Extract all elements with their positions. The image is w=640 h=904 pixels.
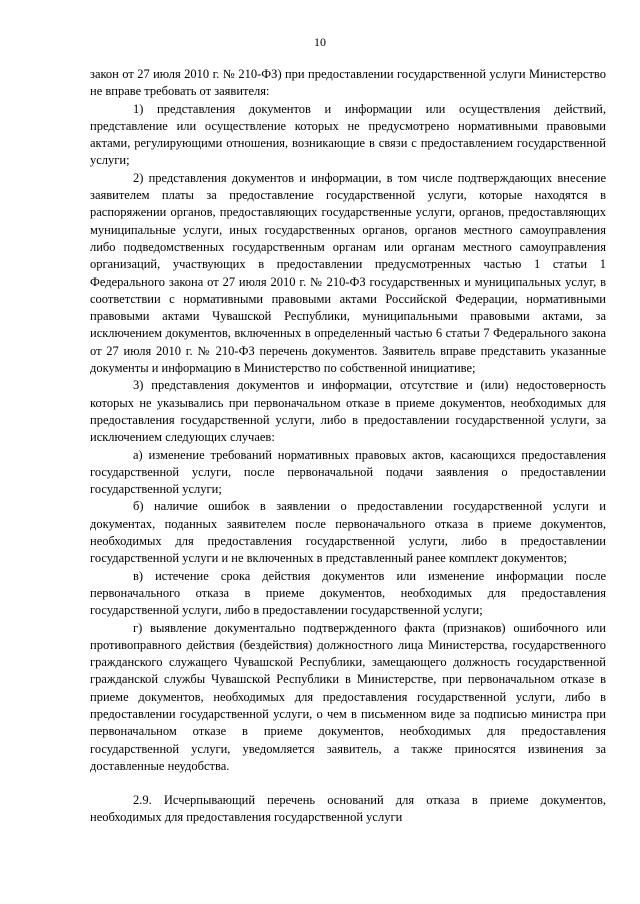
document-body (90, 66, 606, 827)
list-item-3g: г) выявление документально подтвержденного факта (признаков) ошибочного или противоправного действия (бездействия) должностного лица Министерства, государственного гражданского служащего Чувашской Республики, замещающего должность государственной гражданской службы Чувашской Республики в Министерстве, при первоначальном отказе в приеме документов, необходимых для предоставления государственной услуги, либо в предоставлении государственной услуги, о чем в письменном виде за подписью министра при первоначальном отказе в приеме документов, необходимых для предоставления государственной услуги, уведомляется заявитель, а также приносятся извинения за доставленные неудобства. (90, 620, 606, 773)
page-number: 10 (314, 35, 326, 49)
list-item-2: 2) представления документов и информации, в том числе подтверждающих внесение заявителем платы за предоставление государственной услуги, которые находятся в распоряжении органов, предоставляющих государственные услуги, органов, предоставляющих муниципальные услуги, иных государственных органов, органов местного самоуправления либо подведомственных государственным органам или органам местного самоуправления организаций, участвующих в предоставлении предусмотренных частью 1 статьи 1 Федерального закона от 27 июля 2010 г. № 210-ФЗ государственных и муниципальных услуг, в соответствии с нормативными правовыми актами Российской Федерации, нормативными правовыми актами Чувашской Республики, муниципальными правовыми актами, за исключением документов, включенных в определенный частью 6 статьи 7 Федерального закона от 27 июля 2010 г. № 210-ФЗ перечень документов. Заявитель вправе представить указанные документы и информацию в Министерство по собственной инициативе; (90, 170, 606, 376)
list-item-3a: а) изменение требований нормативных правовых актов, касающихся предоставления государственной услуги, после первоначальной подачи заявления о предоставлении государственной услуги; (90, 447, 606, 497)
list-item-3v: в) истечение срока действия документов или изменение информации после первоначального отказа в приеме документов, необходимых для предоставления государственной услуги, либо в предоставлении государственной услуги; (90, 568, 606, 618)
paragraph-intro: закон от 27 июля 2010 г. № 210-ФЗ) при предоставлении государственной услуги Министерство не вправе требовать от заявителя: (90, 67, 606, 99)
list-item-1: 1) представления документов и информации или осуществления действий, представление или осуществление которых не предусмотрено нормативными правовыми актами, регулирующими отношения, возникающие в связи с предоставлением государственной услуги; (90, 101, 606, 168)
section-heading-2-9: 2.9. Исчерпывающий перечень оснований для отказа в приеме документов, необходимых для предоставления государственной услуги (90, 793, 606, 825)
list-item-3b: б) наличие ошибок в заявлении о предоставлении государственной услуги и документах, поданных заявителем после первоначального отказа в приеме документов, необходимых для предоставления государственной услуги, либо в предоставлении государственной услуги и не включенных в представленный ранее комплект документов; (90, 499, 606, 566)
list-item-3: 3) представления документов и информации, отсутствие и (или) недостоверность которых не указывались при первоначальном отказе в приеме документов, необходимых для предоставления государственной услуги, либо в предоставлении государственной услуги, за исключением следующих случаев: (90, 378, 606, 445)
